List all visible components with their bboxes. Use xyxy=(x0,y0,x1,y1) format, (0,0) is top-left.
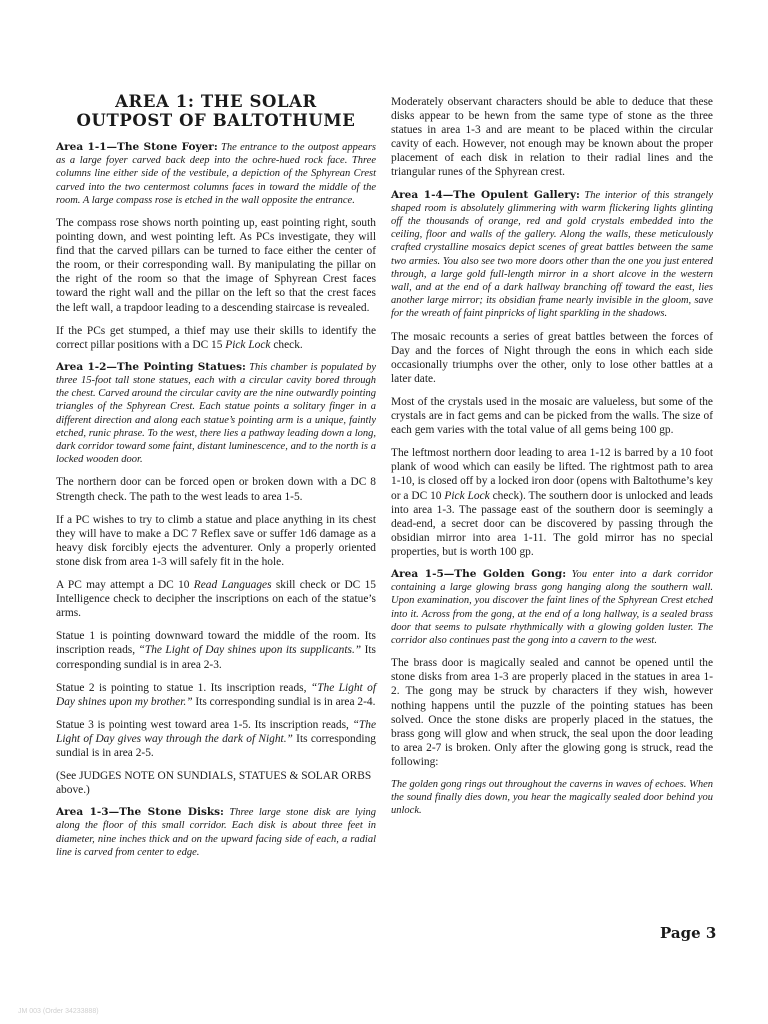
crystals-paragraph: Most of the crystals used in the mosaic are valueless, but some of the crystals are in fact gems and can be picked from the walls. The size of each gem varies with the total value of all gems being 100 gp. xyxy=(391,395,713,437)
area-1-5-heading: Area 1-5—The Golden Gong: xyxy=(391,568,567,580)
area-1-2-text: This chamber is populated by three 15-foot tall stone statues, each with a circular cavity bored through the chest. Carved around the circular cavity are the nine outwardly pointing triangles of the Sphyrean Crest. Each statue points a solitary finger in a different direction and along each statue’s pointing arm is a unique, faintly etched, runic phrase. To the west, there lies a pathway leading down a long, dark corridor toward some faint, distant luminescence, and to the north is a locked wooden door. xyxy=(56,361,376,466)
area-1-5-text: You enter into a dark corridor containing a large glowing brass gong hanging along the southern wall. Upon examination, you discover the faint lines of the Sphyrean Crest etched into it. Across from the gong, at the end of a long hallway, is a sealed brass door that seems to pulsate rhythmically with a glowing golden luster. The corridor also continues past the gong into a cavern to the west. xyxy=(391,569,713,647)
page-title xyxy=(56,92,376,130)
area-1-3-text: Three large stone disk are lying along the floor of this small corridor. Each disk is about three feet in diameter, nine inches thick and on the upward facing side of each, a radial line is carved from center to edge. xyxy=(56,807,377,858)
statue-2-inscription: “The Light of Day shines upon my brother.” xyxy=(56,681,376,708)
climb-statue-paragraph: If a PC wishes to try to climb a statue and place anything in its chest they will have to make a DC 7 Reflex save or suffer 1d6 damage as a heavy disk forcibly ejects the adventurer. Only a properly oriented stone disk from area 1-3 will safely fit in the hole. xyxy=(56,513,376,568)
read-languages-text-em: Read Languages xyxy=(193,579,272,592)
area-1-4-description xyxy=(391,189,713,321)
title-line-2: OUTPOST OF BALTOTHUME xyxy=(76,111,356,130)
statue-2-text-1: Statue 2 is pointing to statue 1. Its inscription reads, xyxy=(56,681,311,694)
area-1-1-heading: Area 1-1—The Stone Foyer: xyxy=(56,141,218,153)
read-aloud-text: The golden gong rings out throughout the caverns in waves of echoes. When the sound finally dies down, you hear the magically sealed door behind you unlock. xyxy=(391,778,713,817)
right-column xyxy=(391,95,713,827)
statue-1-inscription: “The Light of Day shines upon its supplicants.” xyxy=(138,644,362,657)
statue-2-paragraph xyxy=(56,681,376,709)
area-1-1-description xyxy=(56,141,376,207)
thief-text-2: check. xyxy=(270,338,303,351)
statue-1-text-1: Statue 1 is pointing downward toward the middle of the room. Its inscription reads, xyxy=(56,630,376,657)
area-1-2-heading: Area 1-2—The Pointing Statues: xyxy=(56,360,246,373)
thief-text-1: If the PCs get stumped, a thief may use their skills to identify the correct pillar positions with a DC 15 xyxy=(56,324,376,351)
doors-text-em: Pick Lock xyxy=(444,489,490,502)
mosaic-paragraph: The mosaic recounts a series of great battles between the forces of Day and the forces of Night through the eons in which each side occasionally triumphs over the other, only to lose other battles at a later date. xyxy=(391,330,713,385)
thief-text-em: Pick Lock xyxy=(225,338,271,351)
footer-watermark: JM 003 (Order 34233888) xyxy=(18,1008,99,1015)
judges-note-reference: (See JUDGES NOTE ON SUNDIALS, STATUES & SOLAR ORBS above.) xyxy=(56,770,372,797)
area-1-4-heading: Area 1-4—The Opulent Gallery: xyxy=(391,188,580,201)
doors-text-2: check). The southern door is unlocked and leads into area 1-3. The passage east of the southern door is seemingly a dead-end, a secret door can be discovered by passing through the obsidian mirror into area 1-11. The gold mirror has no special properties, but is worth 100 gp. xyxy=(391,489,713,558)
brass-door-paragraph: The brass door is magically sealed and cannot be opened until the stone disks from area 1-3 are properly placed in the statues in area 1-2. The gong may be struck by characters if they wish, however nothing happens until the puzzle of the pointing statues has been solved. Once the stone disks are properly placed in the statues, the brass gong will glow and when struck, the seal upon the door leading to area 2-7 is broken. Only after the glowing gong is struck, read the following: xyxy=(391,657,713,768)
statue-3-inscription: “The Light of Day gives way through the dark of Night.” xyxy=(56,718,376,745)
area-1-3-description xyxy=(56,806,376,859)
read-languages-text-2: skill check or DC 15 Intelligence check to decipher the inscriptions on each of the statue’s arms. xyxy=(56,579,376,620)
doors-text-1: The leftmost northern door leading to area 1-12 is barred by a 10 foot plank of wood which can easily be lifted. The rightmost path to area 1-10, is closed off by a locked iron door (opens with Baltothume’s key or a DC 10 xyxy=(391,447,713,502)
area-1-2-description xyxy=(56,361,376,467)
statue-3-text-1: Statue 3 is pointing west toward area 1-5. Its inscription reads, xyxy=(56,718,353,731)
doors-paragraph xyxy=(391,446,713,559)
area-1-4-text: The interior of this strangely shaped room is absolutely glimmering with warm flickering lights glinting off the thousands of orange, red and gold crystals embedded into the ceiling, floor and walls of the gallery. Along the walls, these meticulously crafted crystalline mosaics depict scenes of great battles between the same two armies. You also see two more doors other than the one you just entered through, a large gold full-length mirror in a short alcove in the western wall, and at the end of a dark hallway branching off toward the east, lies another large mirror; its obsidian frame nearly invisible in the gloom, save for the wreath of faint pinpricks of light sparkling in the shadows. xyxy=(391,189,713,320)
statue-3-paragraph xyxy=(56,718,376,760)
area-1-3-heading: Area 1-3—The Stone Disks: xyxy=(56,806,224,819)
page-number: Page 3 xyxy=(660,924,717,942)
title-line-1: AREA 1: THE SOLAR xyxy=(115,92,317,111)
statue-1-text-2: Its corresponding sundial is in area 2-3. xyxy=(56,644,376,671)
compass-rose-paragraph: The compass rose shows north pointing up, east pointing right, south pointing down, and west pointing left. As PCs investigate, they will find that the carved pillars can be turned to face either the center of the room, or their corresponding wall. By manipulating the pillar on the right of the room so that the image of Sphyrean Crest faces toward the right wall and the pillar on the left so that the crest faces the left wall, a trapdoor leading to a descending staircase is revealed. xyxy=(56,217,376,314)
read-languages-paragraph xyxy=(56,578,376,620)
area-1-1-text: The entrance to the outpost appears as a large foyer carved back deep into the ochre-hued rock face. Three columns line either side of the vestibule, a depiction of the Sphyrean Crest carved into the two centermost columns faces in toward the middle of the room. A large compass rose is etched in the wall opposite the entrance. xyxy=(56,142,376,206)
statue-3-text-2: Its corresponding sundial is in area 2-5. xyxy=(56,732,376,759)
northern-door-paragraph: The northern door can be forced open or broken down with a DC 8 Strength check. The path to the west leads to area 1-5. xyxy=(56,476,376,503)
statue-2-text-2: Its corresponding sundial is in area 2-4. xyxy=(192,695,376,708)
left-column xyxy=(56,92,376,868)
read-languages-text-1: A PC may attempt a DC 10 xyxy=(56,579,194,592)
disk-deduction-paragraph: Moderately observant characters should be able to deduce that these disks appear to be hewn from the same type of stone as the three statues in area 1-3 and are meant to be placed within the circular cavity of each. However, not enough may be known about the proper placement of each disk in relation to their radial lines and the triangular runes of the Sphyrean crest. xyxy=(391,96,713,179)
statue-1-paragraph xyxy=(56,629,376,671)
thief-paragraph xyxy=(56,324,376,352)
area-1-5-description xyxy=(391,568,713,647)
